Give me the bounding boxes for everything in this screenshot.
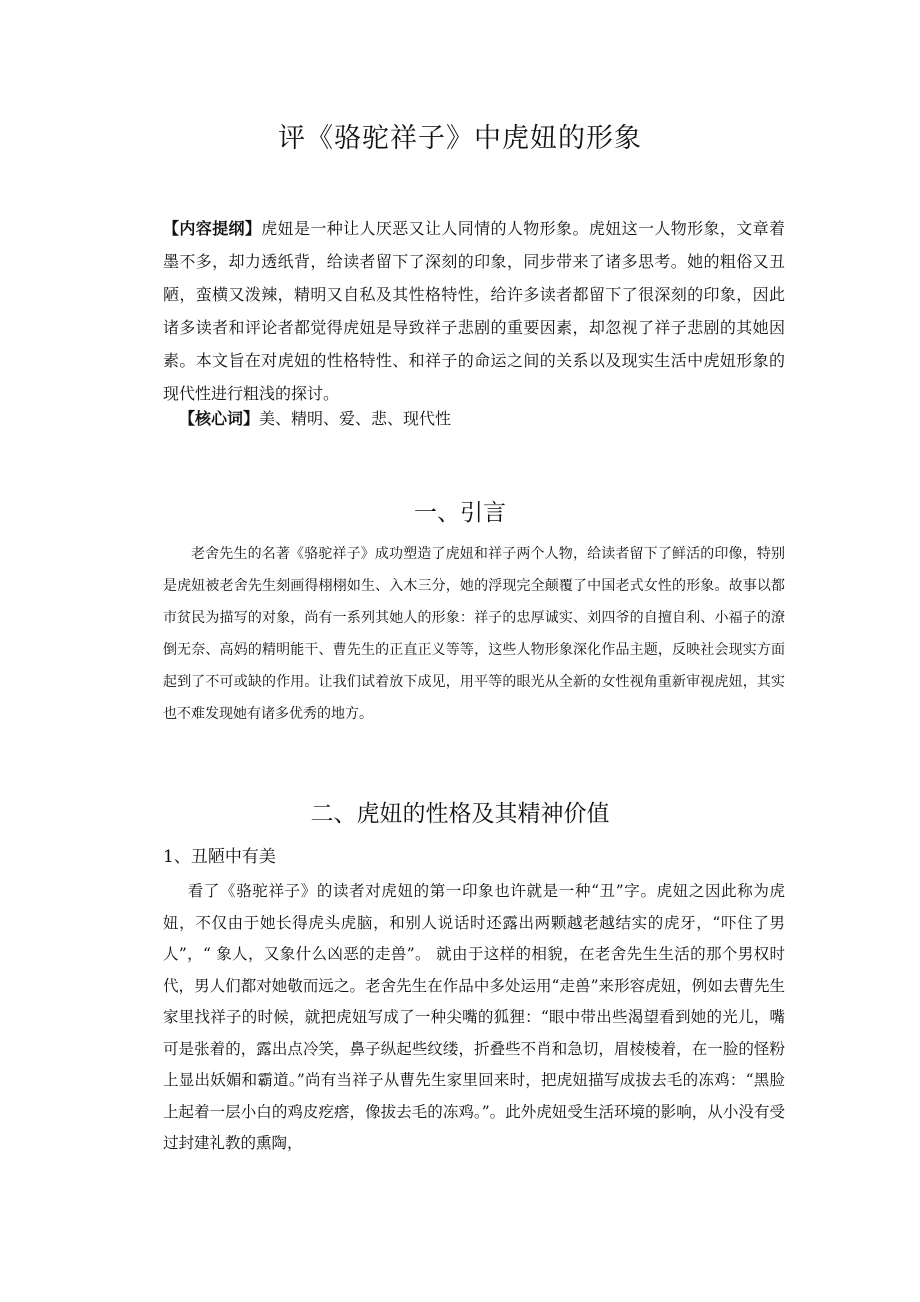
introduction-paragraph: 老舍先生的名著《骆驼祥子》成功塑造了虎妞和祥子两个人物，给读者留下了鲜活的印像，特别是虎妞被老舍先生刻画得栩栩如生、入木三分，她的浮现完全颠覆了中国老式女性的形象。故事以都市贫民为描写的对象，尚有一系列其她人的形象：祥子的忠厚诚实、刘四爷的自擅自利、小福子的潦倒无奈、高妈的精明能干、曹先生的正直正义等等，这些人物形象深化作品主题，反映社会现实方面起到了不可或缺的作用。让我们试着放下成见，用平等的眼光从全新的女性视角重新审视虎妞，其实也不难发现她有诸多优秀的地方。 <box>163 546 785 722</box>
section-heading-introduction: 一、引言 <box>414 500 506 526</box>
abstract-label: 【内容提纲】 <box>163 219 262 238</box>
subsection-heading-beauty: 1、丑陋中有美 <box>163 847 276 867</box>
keywords-line <box>179 402 451 435</box>
document-title: 评《骆驼祥子》中虎妞的形象 <box>278 123 642 154</box>
keywords-text: 美、精明、爱、悲、现代性 <box>259 409 452 428</box>
abstract-paragraph <box>163 212 785 410</box>
beauty-paragraph: 看了《骆驼祥子》的读者对虎妞的第一印象也许就是一种“丑”字。虎妞之因此称为虎妞，不仅由于她长得虎头虎脑，和别人说话时还露出两颗越老越结实的虎牙，“吓住了男人”，“ 象人，又象什么凶恶的走兽”。 就由于这样的相貌，在老舍先生生活的那个男权时代，男人们都对她敬而远之。老舍先生在作品中多处运用“走兽”来形容虎妞，例如去曹先生家里找祥子的时候，就把虎妞写成了一种尖嘴的狐狸：“眼中带出些渴望看到她的光儿，嘴可是张着的，露出点冷笑，鼻子纵起些纹缕，折叠些不肖和急切，眉棱棱着，在一脸的怪粉上显出妖媚和霸道。”尚有当祥子从曹先生家里回来时，把虎妞描写成拔去毛的冻鸡：“黑脸上起着一层小白的鸡皮疙瘩，像拔去毛的冻鸡。”。此外虎妞受生活环境的影响，从小没有受过封建礼教的熏陶， <box>163 882 785 1152</box>
section-heading-character: 二、虎妞的性格及其精神价值 <box>310 801 610 827</box>
abstract-text: 虎妞是一种让人厌恶又让人同情的人物形象。虎妞这一人物形象，文章着墨不多，却力透纸背，给读者留下了深刻的印象，同步带来了诸多思考。她的粗俗又丑陋，蛮横又泼辣，精明又自私及其性格特性，给许多读者都留下了很深刻的印象，因此诸多读者和评论者都觉得虎妞是导致祥子悲剧的重要因素，却忽视了祥子悲剧的其她因素。本文旨在对虎妞的性格特性、和祥子的命运之间的关系以及现实生活中虎妞形象的现代性进行粗浅的探讨。 <box>163 219 785 403</box>
keywords-label: 【核心词】 <box>179 409 260 428</box>
